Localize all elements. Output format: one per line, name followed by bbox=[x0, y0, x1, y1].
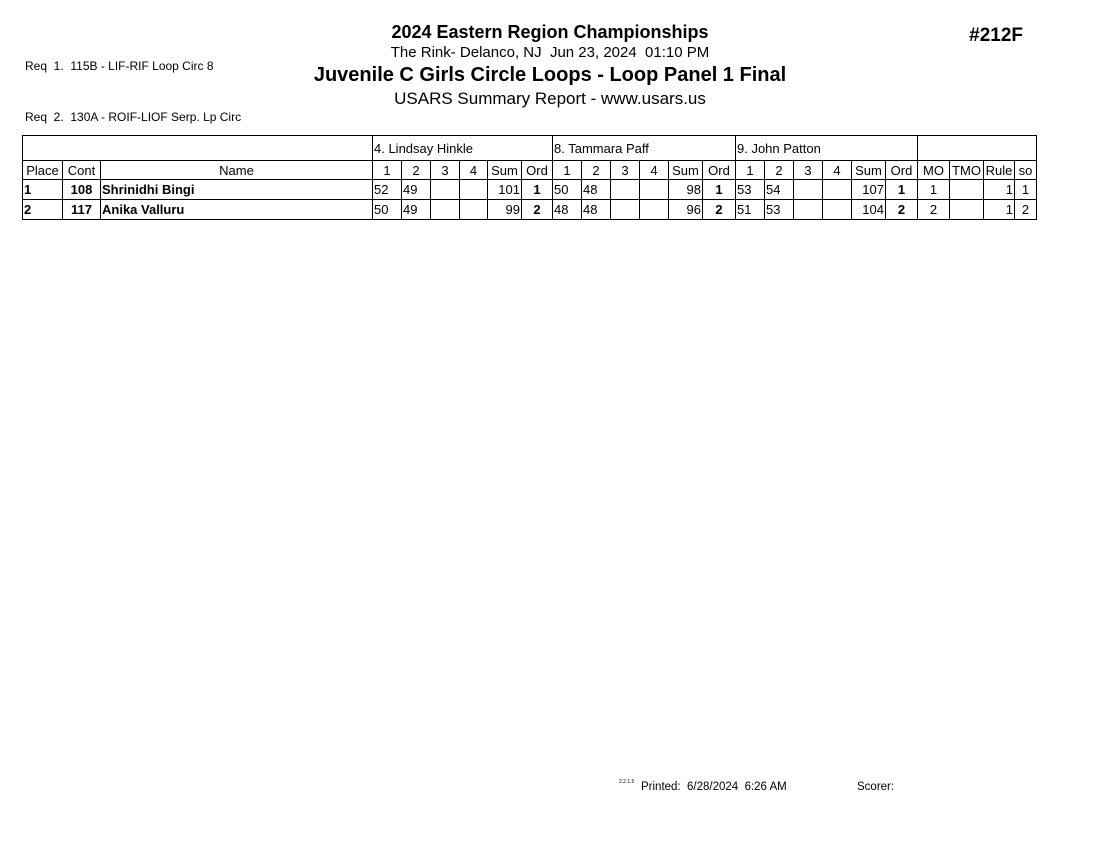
cell-j2-s1: 50 bbox=[553, 180, 582, 200]
cell-j2-s2: 48 bbox=[582, 200, 611, 220]
cell-j3-s4 bbox=[823, 200, 852, 220]
cell-j2-s1: 48 bbox=[553, 200, 582, 220]
col-header-j1-3: 3 bbox=[431, 161, 460, 180]
cell-j1-sum: 101 bbox=[488, 180, 522, 200]
col-header-j1-4: 4 bbox=[460, 161, 488, 180]
cell-j1-s3 bbox=[431, 180, 460, 200]
judge-1-header: 4. Lindsay Hinkle bbox=[373, 136, 553, 161]
spacer-right bbox=[918, 136, 1037, 161]
cell-so: 2 bbox=[1015, 200, 1037, 220]
event-number: #212F bbox=[969, 25, 1023, 46]
cell-j2-sum: 98 bbox=[669, 180, 703, 200]
cell-j1-s1: 52 bbox=[373, 180, 402, 200]
cell-j2-ord: 2 bbox=[703, 200, 736, 220]
col-header-j2-4: 4 bbox=[640, 161, 669, 180]
cell-j3-ord: 2 bbox=[886, 200, 918, 220]
col-header-j3-4: 4 bbox=[823, 161, 852, 180]
judge-2-header: 8. Tammara Paff bbox=[553, 136, 736, 161]
cell-cont: 108 bbox=[63, 180, 101, 200]
cell-j3-ord: 1 bbox=[886, 180, 918, 200]
cell-j1-s3 bbox=[431, 200, 460, 220]
col-header-mo: MO bbox=[918, 161, 950, 180]
column-header-row bbox=[23, 161, 1037, 180]
cell-skater-name: Shrinidhi Bingi bbox=[101, 180, 373, 200]
col-header-j3-2: 2 bbox=[765, 161, 794, 180]
col-header-j2-ord: Ord bbox=[703, 161, 736, 180]
cell-cont: 117 bbox=[63, 200, 101, 220]
req-line-2: Req 2. 130A - ROIF-LIOF Serp. Lp Circ bbox=[25, 110, 242, 124]
software-version: 2.2.1.5 bbox=[619, 779, 635, 785]
cell-j2-s3 bbox=[611, 180, 640, 200]
cell-j3-sum: 104 bbox=[852, 200, 886, 220]
col-header-j1-ord: Ord bbox=[522, 161, 553, 180]
col-header-rule: Rule bbox=[984, 161, 1015, 180]
cell-j1-ord: 2 bbox=[522, 200, 553, 220]
col-header-j1-1: 1 bbox=[373, 161, 402, 180]
cell-j1-s4 bbox=[460, 200, 488, 220]
cell-place: 2 bbox=[23, 200, 63, 220]
scorer-label: Scorer: bbox=[857, 781, 895, 793]
event-title: Juvenile C Girls Circle Loops - Loop Panel 1 Final bbox=[313, 64, 787, 86]
report-header bbox=[0, 22, 1100, 110]
col-header-so: so bbox=[1015, 161, 1037, 180]
col-header-j1-sum: Sum bbox=[488, 161, 522, 180]
cell-j1-s2: 49 bbox=[402, 200, 431, 220]
cell-tmo bbox=[950, 200, 984, 220]
report-type-line: USARS Summary Report - www.usars.us bbox=[394, 89, 706, 108]
cell-rule: 1 bbox=[984, 180, 1015, 200]
cell-j1-s1: 50 bbox=[373, 200, 402, 220]
cell-j3-s3 bbox=[794, 180, 823, 200]
cell-j3-s1: 53 bbox=[736, 180, 765, 200]
cell-j3-s3 bbox=[794, 200, 823, 220]
cell-j3-s4 bbox=[823, 180, 852, 200]
championship-title: 2024 Eastern Region Championships bbox=[391, 22, 709, 42]
cell-j2-sum: 96 bbox=[669, 200, 703, 220]
cell-mo: 2 bbox=[918, 200, 950, 220]
cell-j1-s4 bbox=[460, 180, 488, 200]
table-row bbox=[23, 180, 1037, 200]
cell-j2-ord: 1 bbox=[703, 180, 736, 200]
col-header-j3-3: 3 bbox=[794, 161, 823, 180]
col-header-j2-sum: Sum bbox=[669, 161, 703, 180]
col-header-j2-1: 1 bbox=[553, 161, 582, 180]
cell-j3-s2: 53 bbox=[765, 200, 794, 220]
col-header-cont: Cont bbox=[63, 161, 101, 180]
cell-j1-ord: 1 bbox=[522, 180, 553, 200]
judge-header-row bbox=[23, 136, 1037, 161]
col-header-place: Place bbox=[23, 161, 63, 180]
table-row bbox=[23, 200, 1037, 220]
col-header-j3-1: 1 bbox=[736, 161, 765, 180]
cell-j3-s1: 51 bbox=[736, 200, 765, 220]
venue-date-line: The Rink- Delanco, NJ Jun 23, 2024 01:10 PM bbox=[390, 44, 710, 61]
spacer-left bbox=[23, 136, 373, 161]
cell-tmo bbox=[950, 180, 984, 200]
cell-skater-name: Anika Valluru bbox=[101, 200, 373, 220]
col-header-j2-3: 3 bbox=[611, 161, 640, 180]
cell-j3-sum: 107 bbox=[852, 180, 886, 200]
req-line-1: Req 1. 115B - LIF-RIF Loop Circ 8 bbox=[25, 59, 214, 73]
cell-j2-s3 bbox=[611, 200, 640, 220]
cell-j3-s2: 54 bbox=[765, 180, 794, 200]
col-header-name: Name bbox=[101, 161, 373, 180]
cell-j1-sum: 99 bbox=[488, 200, 522, 220]
cell-j1-s2: 49 bbox=[402, 180, 431, 200]
col-header-j2-2: 2 bbox=[582, 161, 611, 180]
cell-mo: 1 bbox=[918, 180, 950, 200]
cell-place: 1 bbox=[23, 180, 63, 200]
cell-j2-s4 bbox=[640, 180, 669, 200]
col-header-j3-ord: Ord bbox=[886, 161, 918, 180]
printed-timestamp: Printed: 6/28/2024 6:26 AM bbox=[641, 781, 787, 793]
cell-so: 1 bbox=[1015, 180, 1037, 200]
results-table bbox=[22, 135, 1037, 220]
cell-rule: 1 bbox=[984, 200, 1015, 220]
cell-j2-s4 bbox=[640, 200, 669, 220]
col-header-j3-sum: Sum bbox=[852, 161, 886, 180]
col-header-tmo: TMO bbox=[950, 161, 984, 180]
cell-j2-s2: 48 bbox=[582, 180, 611, 200]
judge-3-header: 9. John Patton bbox=[736, 136, 918, 161]
col-header-j1-2: 2 bbox=[402, 161, 431, 180]
